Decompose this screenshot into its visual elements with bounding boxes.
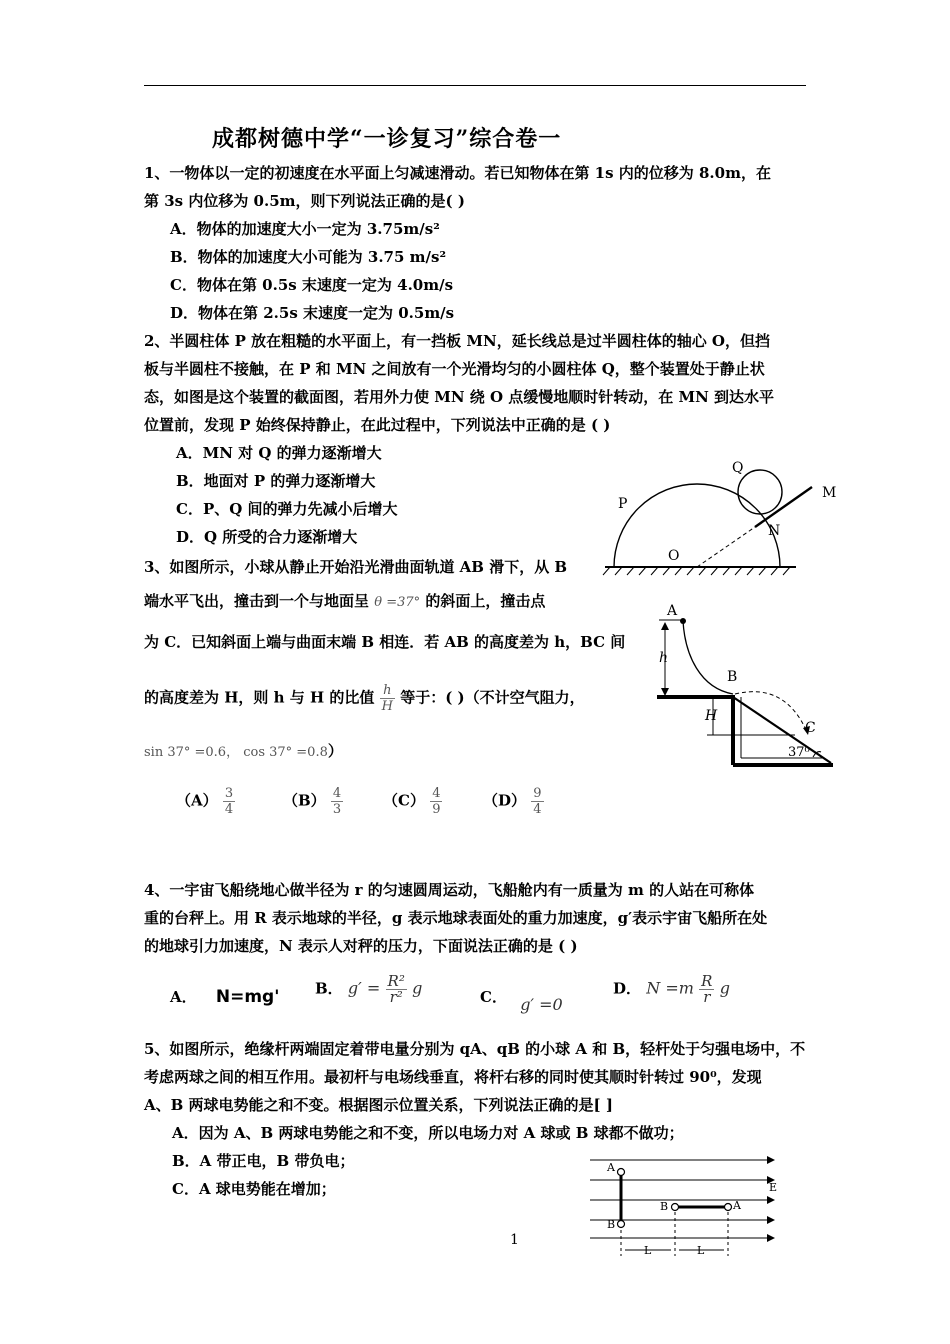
q3-angle-label: 37⁰ — [788, 745, 810, 760]
q5-field-arrows — [767, 1156, 778, 1242]
q5-option-a: A．因为 A、B 两球电势能之和不变，所以电场力对 A 球或 B 球都不做功； — [172, 1124, 684, 1142]
q5-stem-line1: 5、如图所示，绝缘杆两端固定着带电量分别为 qA、qB 的小球 A 和 B，轻杆处于匀强电场中，不 — [144, 1040, 806, 1058]
q3-option-a-num: 3 — [224, 786, 234, 801]
q3-option-c-num: 4 — [432, 786, 441, 801]
q2-dashed-line — [697, 527, 755, 567]
q3-option-a-label: （A） — [176, 791, 218, 810]
q3-option-b — [283, 786, 343, 817]
q3-option-b-num: 4 — [332, 786, 342, 801]
header-rule — [144, 85, 806, 86]
q3-label-h: h — [659, 650, 669, 666]
q4-option-d-lhs: N =m — [646, 978, 694, 998]
q5-guide-lines — [621, 1212, 728, 1256]
q3-label-c: C — [805, 720, 816, 736]
q1-option-d: D．物体在第 2.5s 末速度一定为 0.5m/s — [170, 304, 455, 322]
q2-stem-line2: 板与半圆柱不接触，在 P 和 MN 之间放有一个光滑均匀的小圆柱体 Q，整个装置处于静止状 — [144, 360, 765, 378]
q5-ball-b-final — [672, 1204, 679, 1211]
q3-stem-line4-a: 的高度差为 H，则 h 与 H 的比值 — [144, 688, 375, 707]
q3-label-a: A — [667, 603, 678, 619]
q4-option-b-label: B． — [315, 979, 343, 998]
q3-trig-close: ） — [327, 742, 343, 760]
q3-ratio-num: h — [380, 683, 395, 699]
q3-stem-line2-a: 端水平飞出，撞击到一个与地面呈 — [144, 592, 370, 610]
q4-option-a — [170, 986, 279, 1007]
q5-stem-line2: 考虑两球之间的相互作用。最初杆与电场线垂直，将杆右移的同时使其顺时针转过 90⁰，发现 — [144, 1068, 762, 1086]
q2-option-b: B．地面对 P 的弹力逐渐增大 — [176, 472, 376, 490]
q5-option-c: C．A 球电势能在增加； — [172, 1180, 336, 1198]
q3-option-a-fraction — [223, 786, 235, 817]
q4-stem-line2: 重的台秤上。用 R 表示地球的半径，g 表示地球表面处的重力加速度，g′表示宇宙飞船所在处 — [144, 909, 768, 927]
q1-option-a: A．物体的加速度大小一定为 3.75m/s² — [170, 220, 440, 238]
q4-option-b-den: r² — [389, 988, 403, 1006]
q2-stem-line1: 2、半圆柱体 P 放在粗糙的水平面上，有一挡板 MN，延长线总是过半圆柱体的轴心 O，但挡 — [144, 332, 770, 350]
q2-option-c: C．P、Q 间的弹力先减小后增大 — [176, 500, 398, 518]
q2-small-cylinder-q — [738, 470, 782, 514]
q4-option-c-label: C． — [480, 988, 507, 1006]
q4-option-b-num: R² — [387, 972, 405, 990]
q3-option-b-fraction — [331, 786, 343, 817]
q3-ratio-fraction — [380, 683, 395, 714]
q5-label-e: E — [769, 1181, 778, 1194]
q3-h-arrow-up — [661, 622, 669, 630]
q3-stem-line4-b: 等于：( )（不计空气阻力， — [400, 688, 585, 707]
q3-trig-note: sin 37° =0.6， cos 37° =0.8 — [144, 745, 328, 760]
q3-option-c — [383, 786, 442, 817]
q3-label-b: B — [727, 669, 738, 685]
q5-label-a-final: A — [733, 1199, 741, 1212]
q2-option-a: A．MN 对 Q 的弹力逐渐增大 — [176, 444, 382, 462]
q3-stem-line3: 为 C．已知斜面上端与曲面末端 B 相连．若 AB 的高度差为 h，BC 间 — [144, 633, 626, 651]
q5-label-l1: L — [644, 1244, 652, 1257]
q3-curved-track-ab — [683, 621, 733, 694]
q4-option-b-rhs: g — [412, 978, 423, 998]
page-title: 成都树德中学“一诊复习”综合卷一 — [212, 126, 562, 152]
q3-ball — [680, 618, 686, 624]
q4-option-d-num: R — [701, 972, 713, 990]
q3-option-d-label: （D） — [483, 791, 527, 810]
q3-option-c-label: （C） — [383, 791, 425, 810]
q3-option-a-den: 4 — [224, 802, 234, 817]
q3-option-d-den: 4 — [533, 802, 542, 817]
page-number: 1 — [510, 1232, 519, 1248]
q4-option-c-expr: g′ =0 — [520, 995, 563, 1014]
q1-stem-line2: 第 3s 内位移为 0.5m，则下列说法正确的是( ) — [144, 192, 465, 210]
q5-label-b-initial: B — [607, 1218, 616, 1231]
q2-ground-hatch — [603, 567, 790, 575]
q4-option-b-fraction — [386, 974, 407, 1005]
q4-option-a-label: A． — [170, 988, 197, 1006]
q5-ball-a-final — [725, 1204, 732, 1211]
q3-option-c-fraction — [430, 786, 442, 817]
q5-label-b-final: B — [660, 1200, 669, 1213]
q3-option-a — [176, 786, 235, 817]
q5-label-l2: L — [697, 1244, 705, 1257]
q3-h-arrow-down — [661, 688, 669, 696]
q4-option-d — [613, 974, 730, 1005]
q2-figure — [600, 455, 850, 580]
q3-option-b-den: 3 — [332, 802, 342, 817]
q4-option-a-expr: N=mg' — [215, 987, 280, 1007]
q3-figure — [645, 600, 845, 775]
q2-stem-line4: 位置前，发现 P 始终保持静止，在此过程中，下列说法中正确的是 ( ) — [144, 416, 611, 434]
q1-option-c: C．物体在第 0.5s 末速度一定为 4.0m/s — [170, 276, 454, 294]
q2-label-q: Q — [732, 460, 744, 476]
q1-option-b: B．物体的加速度大小可能为 3.75 m/s² — [170, 248, 447, 266]
q3-theta-expr: θ =37° — [374, 595, 421, 610]
q2-board-mn — [755, 487, 812, 527]
q3-label-H: H — [705, 708, 718, 724]
q3-option-c-den: 9 — [432, 802, 441, 817]
q3-trajectory — [735, 692, 807, 732]
q5-ball-b-initial — [618, 1221, 625, 1228]
q3-option-d-fraction — [531, 786, 543, 817]
q3-trig-note-line — [144, 740, 343, 761]
q5-option-b: B．A 带正电，B 带负电； — [172, 1152, 355, 1170]
q3-stem-line2-b: 的斜面上，撞击点 — [425, 592, 546, 610]
q4-stem-line1: 4、一宇宙飞船绕地心做半径为 r 的匀速圆周运动，飞船舱内有一质量为 m 的人站在可称体 — [144, 881, 755, 899]
q3-ratio-den: H — [381, 699, 393, 714]
q3-option-d — [483, 786, 544, 817]
q3-option-d-num: 9 — [533, 786, 542, 801]
q2-label-o: O — [668, 548, 680, 564]
q1-stem-line1: 1、一物体以一定的初速度在水平面上匀减速滑动。若已知物体在第 1s 内的位移为 8.0m，在 — [144, 164, 771, 182]
q2-label-n: N — [768, 523, 781, 539]
q2-option-d: D．Q 所受的合力逐渐增大 — [176, 528, 358, 546]
q2-label-p: P — [618, 496, 628, 512]
q3-stem-line4 — [144, 683, 585, 714]
q3-stem-line1: 3、如图所示，小球从静止开始沿光滑曲面轨道 AB 滑下，从 B — [144, 558, 568, 576]
q4-option-c — [480, 986, 563, 1014]
q4-option-d-label: D． — [613, 979, 642, 998]
q3-stem-line2 — [144, 590, 545, 611]
q4-option-d-den: r — [703, 988, 711, 1006]
q4-option-d-rhs: g — [719, 978, 730, 998]
q4-stem-line3: 的地球引力加速度，N 表示人对秤的压力，下面说法正确的是 ( ) — [144, 937, 578, 955]
q5-label-a-initial: A — [607, 1161, 615, 1174]
q5-ball-a-initial — [618, 1169, 625, 1176]
q2-stem-line3: 态，如图是这个装置的截面图，若用外力使 MN 绕 O 点缓慢地顺时针转动，在 MN 到达水平 — [144, 388, 775, 406]
q5-figure — [585, 1150, 795, 1262]
q3-option-b-label: （B） — [283, 791, 326, 810]
q5-stem-line3: A、B 两球电势能之和不变。根据图示位置关系，下列说法正确的是[ ] — [144, 1096, 613, 1114]
q2-label-m: M — [822, 485, 837, 501]
q4-option-b — [315, 974, 422, 1005]
q4-option-b-lhs: g′ = — [347, 978, 381, 998]
q4-option-d-fraction — [699, 974, 714, 1005]
